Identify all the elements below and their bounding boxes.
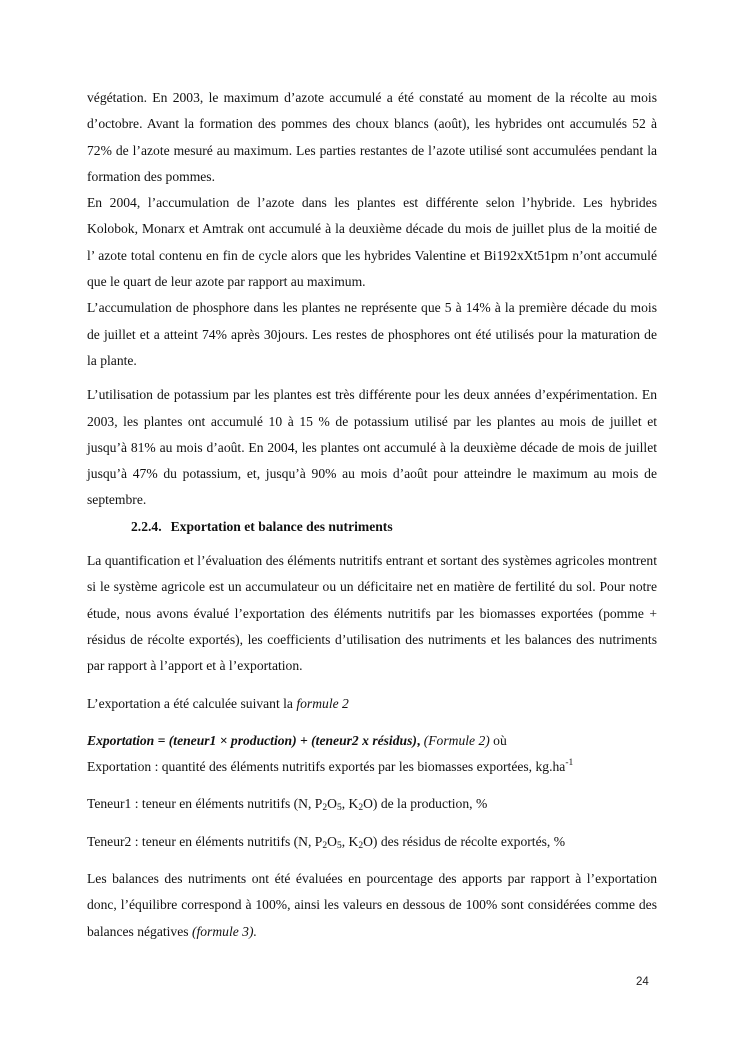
teneur1-sub-k: 2 (358, 803, 364, 814)
section-heading (87, 514, 657, 540)
formula-comma: , (416, 732, 421, 748)
formula-2-reference: formule 2 (296, 695, 349, 711)
document-page (87, 85, 657, 945)
paragraph-balance (87, 866, 657, 945)
export-intro-text: L’exportation a été calculée suivant la (87, 695, 297, 711)
teneur1-k: , K (341, 796, 359, 812)
paragraph-export-intro (87, 691, 657, 717)
formula-suffix: où (489, 732, 507, 748)
section-number: 2.2.4. (131, 518, 162, 534)
paragraph-quantification: La quantification et l’évaluation des éléments nutritifs entrant et sortant des systèmes agricoles montrent si le système agricole est un accumulateur ou un déficitaire net en matière de fertilité du sol. Pour notre étude, nous avons évalué l’exportation des éléments nutritifs par les biomasses exportées (pomme + résidus de récolte exportés), les coefficients d’utilisation des nutriments et les balances des nutriments par rapport à l’apport et à l’exportation. (87, 553, 657, 674)
definition-teneur1 (87, 791, 657, 817)
balance-text: Les balances des nutriments ont été évaluées en pourcentage des apports par rapport à l’exportation donc, l’équilibre correspond à 100%, ainsi les valeurs en dessous de 100% sont considérées comme des balances négatives (87, 871, 657, 939)
formula-2-line (87, 728, 657, 754)
teneur2-sub-p: 2 (322, 840, 328, 851)
definition-exportation-text: Exportation : quantité des éléments nutritifs exportés par les biomasses exportées, kg.ha (87, 759, 566, 775)
unit-superscript: -1 (565, 758, 574, 769)
teneur2-sub-k: 2 (358, 840, 364, 851)
section-title: Exportation et balance des nutriments (170, 518, 393, 534)
definition-teneur2 (87, 829, 657, 855)
teneur1-prefix: Teneur1 : teneur en éléments nutritifs (N, P (87, 796, 323, 812)
teneur1-sub-o: 5 (336, 803, 342, 814)
page-number: 24 (636, 976, 649, 988)
teneur1-suffix: O) de la production, % (363, 796, 488, 812)
formula-expression: Exportation = (teneur1 × production) + (teneur2 x résidus) (87, 732, 417, 748)
paragraph-phosphorus: L’accumulation de phosphore dans les plantes ne représente que 5 à 14% à la première décade du mois de juillet et a atteint 74% après 30jours. Les restes de phosphores ont été utilisés pour la maturation de la plante. (87, 300, 657, 368)
paragraph-nitrogen-2003: végétation. En 2003, le maximum d’azote accumulé a été constaté au moment de la récolte au mois d’octobre. Avant la formation des pommes des choux blancs (août), les hybrides ont accumulés 52 à 72% de l’azote mesuré au maximum. Les parties restantes de l’azote utilisé sont accumulées pendant la formation des pommes. (87, 90, 657, 184)
teneur2-k: , K (341, 833, 359, 849)
teneur1-o: O (327, 796, 337, 812)
teneur1-sub-p: 2 (322, 803, 328, 814)
teneur2-o: O (327, 833, 337, 849)
formula-3-reference: (formule 3). (191, 923, 257, 939)
definition-exportation (87, 754, 657, 780)
teneur2-sub-o: 5 (336, 840, 342, 851)
paragraph-nitrogen-2004: En 2004, l’accumulation de l’azote dans les plantes est différente selon l’hybride. Les hybrides Kolobok, Monarx et Amtrak ont accumulé à la deuxième décade du mois de juillet plus de la moitié de l’ azote total contenu en fin de cycle alors que les hybrides Valentine et Bi192xXt51pm n’ont accumulé que le quart de leur azote par rapport au maximum. (87, 195, 657, 290)
paragraph-potassium: L’utilisation de potassium par les plantes est très différente pour les deux années d’expérimentation. En 2003, les plantes ont accumulé 10 à 15 % de potassium utilisé par les plantes au mois de juillet et jusqu’à 81% au mois d’août. En 2004, les plantes ont accumulé à la deuxième décade de mois de juillet jusqu’à 47% du potassium, et, jusqu’à 90% au mois d’août pour atteindre le maximum au mois de septembre. (87, 387, 657, 508)
formula-label: (Formule 2) (423, 732, 490, 748)
teneur2-suffix: O) des résidus de récolte exportés, % (363, 833, 566, 849)
teneur2-prefix: Teneur2 : teneur en éléments nutritifs (N, P (87, 833, 323, 849)
